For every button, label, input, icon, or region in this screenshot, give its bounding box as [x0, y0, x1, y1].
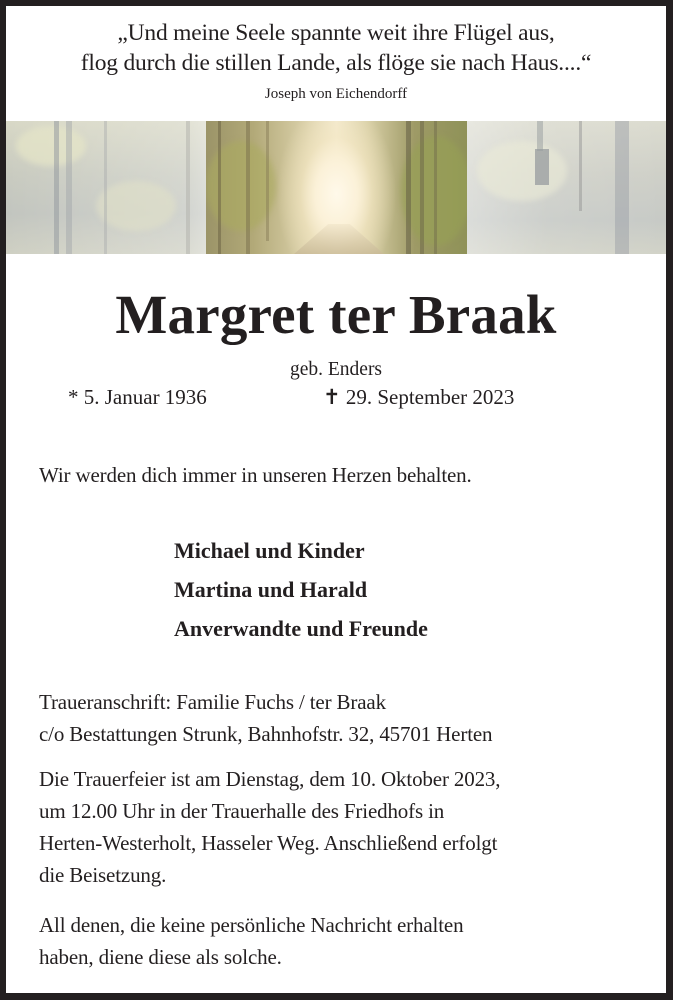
forest-left-panel [6, 121, 206, 254]
service-line-1: Die Trauerfeier ist am Dienstag, dem 10. Oktober 2023, [39, 767, 501, 791]
closing-line-1: All denen, die keine persönliche Nachricht erhalten [39, 913, 464, 937]
closing-line-2: haben, diene diese als solche. [39, 945, 282, 969]
service-line-2: um 12.00 Uhr in der Trauerhalle des Friedhofs in [39, 799, 445, 823]
mourner-1: Michael und Kinder [174, 538, 365, 563]
memorial-line: Wir werden dich immer in unseren Herzen behalten. [39, 463, 472, 487]
quote-line-1: „Und meine Seele spannte weit ihre Flügel aus, [117, 20, 555, 46]
quote-line-2: flog durch die stillen Lande, als flöge sie nach Haus....“ [80, 50, 592, 76]
forest-banner-image [6, 121, 666, 254]
mourner-2: Martina und Harald [174, 577, 368, 602]
mourner-3: Anverwandte und Freunde [174, 616, 428, 641]
deceased-name: Margret ter Braak [115, 284, 557, 345]
birth-date: * 5. Januar 1936 [68, 385, 207, 409]
address-line-1: Traueranschrift: Familie Fuchs / ter Braak [39, 690, 386, 714]
forest-path [294, 224, 384, 254]
forest-right-panel [467, 121, 666, 254]
death-date: ✝ 29. September 2023 [323, 385, 515, 409]
address-line-2: c/o Bestattungen Strunk, Bahnhofstr. 32, 45701 Herten [39, 722, 493, 746]
maiden-name: geb. Enders [289, 359, 383, 380]
obituary-card [6, 6, 666, 993]
service-line-3: Herten-Westerholt, Hasseler Weg. Anschließend erfolgt [39, 831, 498, 855]
forest-center-panel [206, 121, 467, 254]
service-line-4: die Beisetzung. [39, 863, 167, 887]
quote-author: Joseph von Eichendorff [264, 86, 408, 102]
